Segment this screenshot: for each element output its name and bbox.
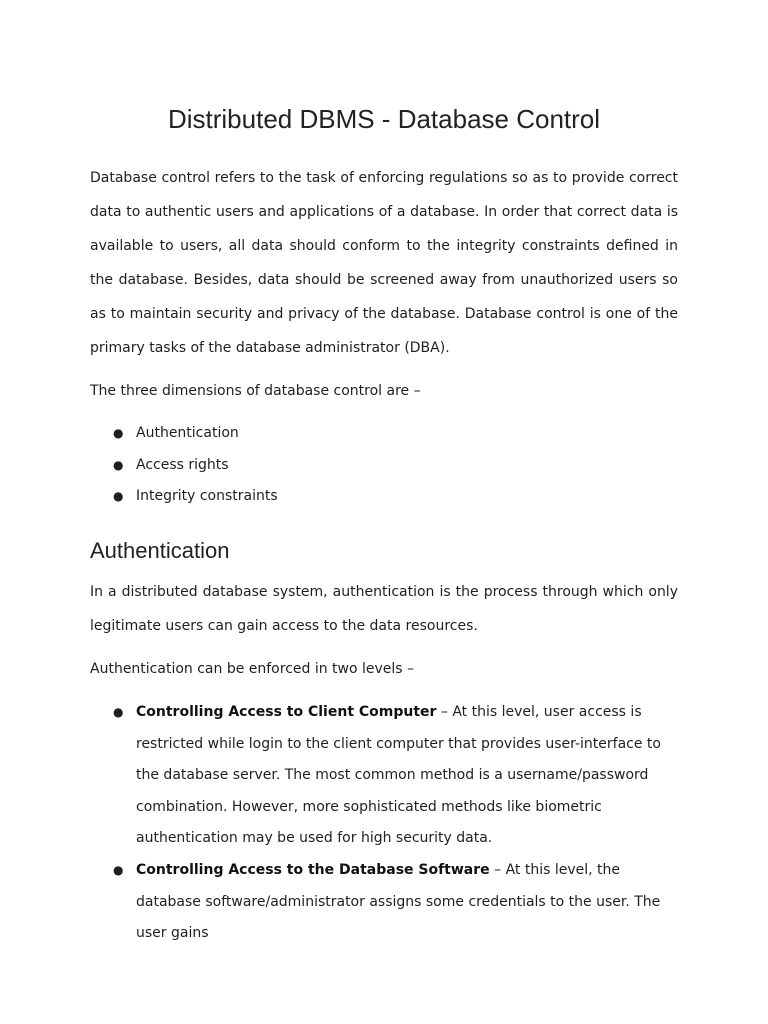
levels-list xyxy=(0,697,768,950)
level-term: Controlling Access to the Database Software xyxy=(136,861,490,878)
dimension-access-rights: Access rights xyxy=(136,456,229,473)
list-item xyxy=(0,450,768,482)
list-item xyxy=(0,418,768,450)
level-term: Controlling Access to Client Computer xyxy=(136,704,437,720)
authentication-paragraph: In a distributed database system, authentication is the process through which only legitimate users can gain access to the data resources. xyxy=(90,584,678,634)
dimension-authentication: Authentication xyxy=(136,425,239,441)
bullet-icon: ● xyxy=(113,457,124,472)
bullet-icon: ● xyxy=(113,862,124,877)
dimensions-lead: The three dimensions of database control are – xyxy=(90,383,421,399)
list-item xyxy=(0,697,666,855)
dimension-integrity-constraints: Integrity constraints xyxy=(136,488,278,504)
level-description: – At this level, the database software/administrator assigns some credentials to the user. The user gains xyxy=(136,861,661,942)
list-item xyxy=(0,481,768,513)
intro-paragraph: Database control refers to the task of enforcing regulations so as to provide correct data to authentic users and applications of a database. In order that correct data is available to users, all data should conform to the integrity constraints defined in the database. Besides, data should be screened away from unauthorized users so as to maintain security and privacy of the database. Database control is one of the primary tasks of the database administrator (DBA). xyxy=(90,170,678,356)
bullet-icon: ● xyxy=(113,489,124,503)
dimensions-list xyxy=(0,418,768,513)
page-title: Distributed DBMS - Database Control xyxy=(167,104,601,134)
authentication-heading: Authentication xyxy=(90,538,230,563)
bullet-icon: ● xyxy=(113,705,124,719)
bullet-icon: ● xyxy=(113,426,124,440)
level-description: – At this level, user access is restricted while login to the client computer that provides user-interface to the database server. The most common method is a username/password combination. However, more sophisticated methods like biometric authentication may be used for high security data. xyxy=(136,704,661,847)
list-item xyxy=(0,855,666,950)
levels-lead: Authentication can be enforced in two levels – xyxy=(90,661,415,677)
